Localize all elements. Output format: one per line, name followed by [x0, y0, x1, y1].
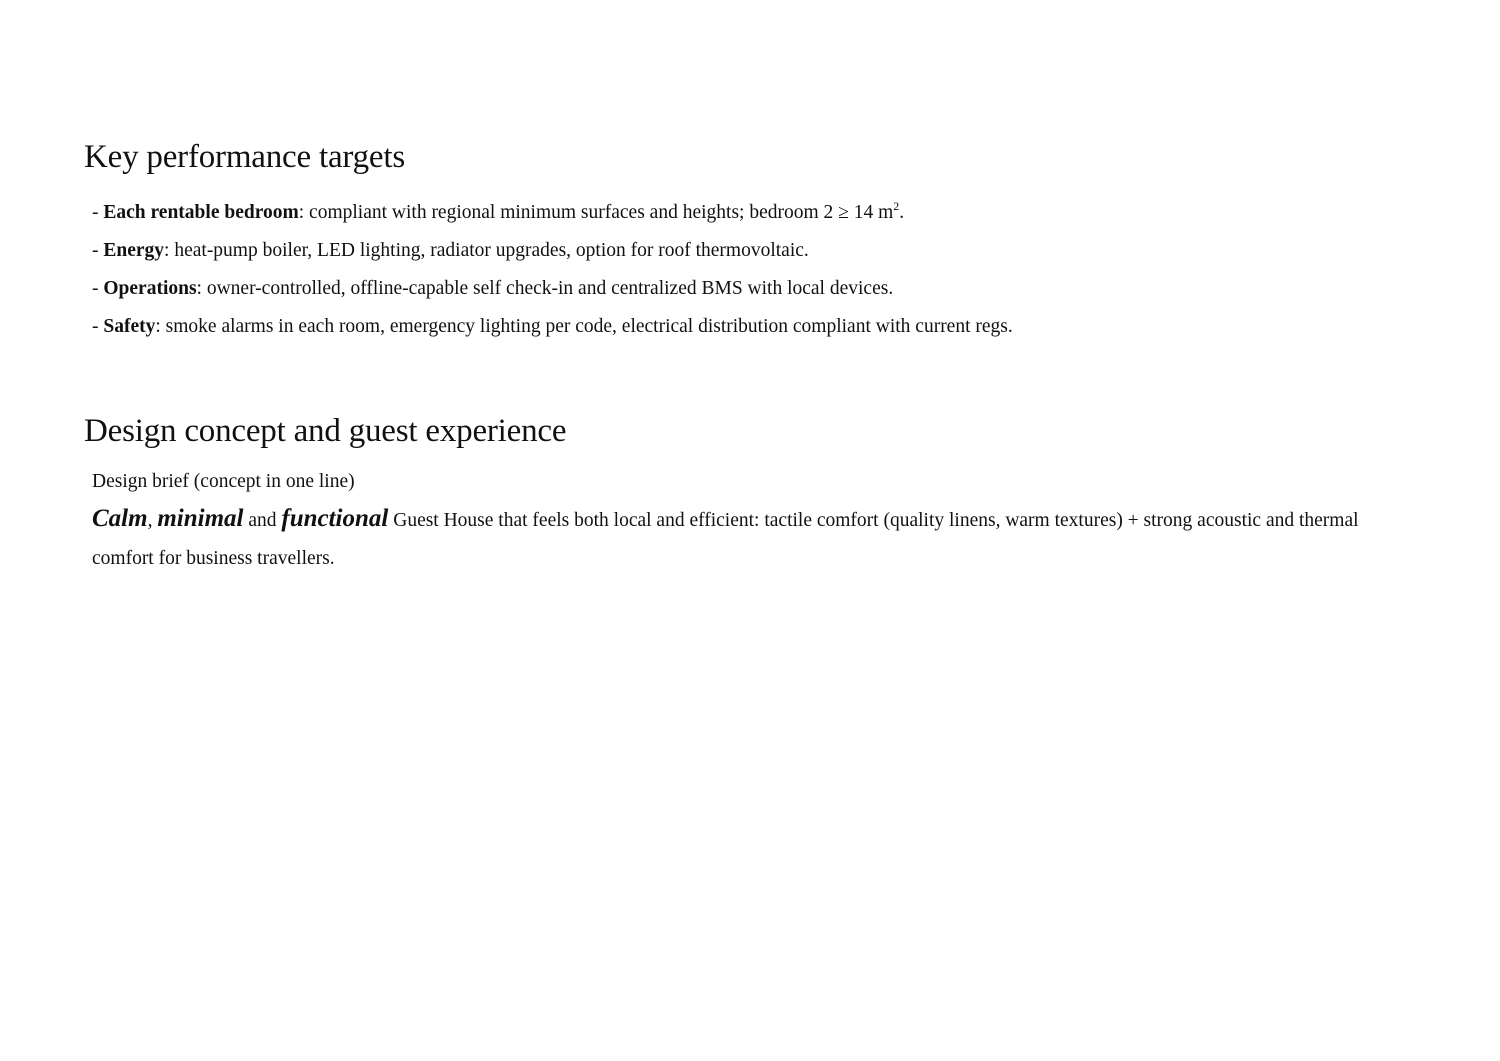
bullet-term: Operations [103, 278, 197, 299]
bullet-text: : heat-pump boiler, LED lighting, radiator upgrades, option for roof thermovoltaic. [164, 240, 809, 261]
bullet-term: Each rentable bedroom [103, 202, 299, 223]
list-item [92, 232, 1472, 270]
section-heading-key-performance-targets: Key performance targets [84, 139, 405, 175]
bullet-text: : smoke alarms in each room, emergency lighting per code, electrical distribution compliant with current regs. [155, 316, 1013, 337]
brief-body: Guest House that feels both local and efficient: tactile comfort (quality linens, warm textures) + strong acoustic and thermal comfort for business travellers. [92, 510, 1359, 569]
bullet-prefix: - [92, 202, 104, 223]
section-heading-design-concept: Design concept and guest experience [84, 413, 567, 449]
design-brief-text [92, 500, 1422, 578]
list-item [92, 308, 1472, 346]
bullet-prefix: - [92, 240, 104, 261]
bullet-suffix: . [899, 202, 905, 223]
separator: , [147, 510, 158, 531]
emphasis-functional: functional [281, 505, 389, 532]
bullet-prefix: - [92, 278, 104, 299]
emphasis-calm: Calm [92, 505, 148, 532]
superscript: 2 [893, 199, 900, 213]
bullet-prefix: - [92, 316, 104, 337]
list-item [92, 194, 1472, 232]
bullet-term: Safety [103, 316, 156, 337]
separator: and [243, 510, 282, 531]
targets-list [92, 194, 1472, 346]
bullet-text: : compliant with regional minimum surfaces and heights; bedroom 2 ≥ 14 m [298, 202, 894, 223]
list-item [92, 270, 1472, 308]
bullet-text: : owner-controlled, offline-capable self check-in and centralized BMS with local devices. [196, 278, 894, 299]
emphasis-minimal: minimal [157, 505, 244, 532]
bullet-term: Energy [103, 240, 165, 261]
design-brief-label: Design brief (concept in one line) [92, 471, 355, 492]
